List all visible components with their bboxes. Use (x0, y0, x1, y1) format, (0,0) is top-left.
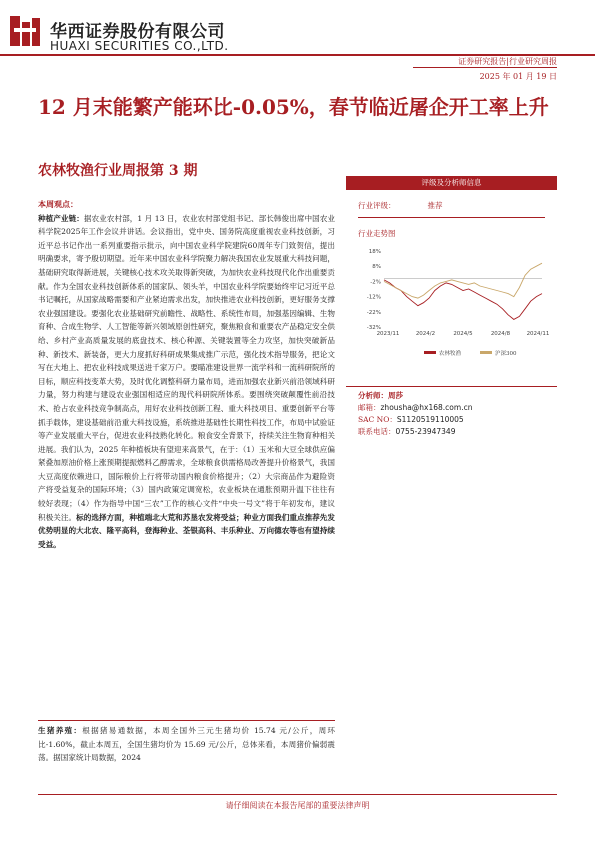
analyst-name-row (358, 390, 557, 402)
rating-label: 行业评级： (358, 201, 396, 210)
report-type: 证券研究报告|行业研究周报 (458, 57, 557, 66)
y-tick-label: -12% (366, 294, 381, 301)
side-panel (346, 176, 557, 363)
side-panel-title: 评级及分析师信息 (346, 176, 557, 190)
x-tick-label: 2024/8 (490, 331, 511, 337)
email-value[interactable]: zhousha@hx168.com.cn (380, 403, 473, 412)
legend-label: 农林牧渔 (439, 351, 462, 357)
x-tick-label: 2024/5 (453, 331, 473, 337)
phone-value: 0755-23947349 (395, 427, 456, 436)
x-tick-label: 2024/11 (526, 331, 550, 337)
sac-value: S1120519110005 (396, 415, 464, 424)
series-line (384, 263, 542, 298)
x-tick-label: 2023/11 (376, 331, 400, 337)
legend-label: 沪深300 (495, 351, 517, 357)
email-row (358, 402, 557, 414)
phone-row (358, 426, 557, 438)
legend-swatch (424, 351, 436, 354)
analyst-label: 分析师： (358, 391, 388, 400)
seed-label: 种植产业链： (38, 213, 84, 223)
analyst-name: 周莎 (388, 391, 403, 400)
footer-divider (38, 794, 557, 795)
seed-paragraph (38, 212, 335, 552)
y-tick-label: -22% (366, 309, 381, 316)
trend-title: 行业走势图 (358, 229, 396, 238)
y-tick-label: -32% (366, 325, 381, 331)
x-tick-label: 2024/2 (415, 331, 436, 337)
date-divider (413, 67, 557, 68)
y-tick-label: 18% (368, 249, 381, 255)
email-label: 邮箱： (358, 403, 381, 412)
y-tick-label: 8% (372, 264, 381, 271)
main-content (38, 198, 335, 551)
report-date: 2025 年 01 月 19 日 (479, 72, 557, 81)
section-title: 本周观点： (38, 199, 78, 209)
analyst-box (346, 386, 557, 438)
analyst-divider (346, 386, 557, 387)
pig-paragraph (38, 724, 335, 765)
seed-recommendation: 标的选择方面，种植端北大荒和苏垦农发将受益；种业方面我们重点推荐先发优势明显的大北农、隆平高科，登海种业、荃银高科、丰乐种业、万向德农等也有望持续受益。 (38, 512, 336, 549)
y-tick-label: -2% (370, 279, 381, 286)
pig-label: 生猪养殖： (38, 726, 83, 735)
rating-value: 推荐 (427, 201, 443, 210)
legal-disclaimer: 请仔细阅读在本报告尾部的重要法律声明 (225, 801, 370, 810)
company-name-cn: 华西证券股份有限公司 (50, 22, 225, 42)
seed-text: 据农业农村部，1 月 13 日，农业农村部党组书记、部长韩俊出席中国农业科学院2025年工作会议并讲话。会议指出，党中央、国务院高度重视农业科技创新，习近平总书记作出一系列重要指示批示，向中国农业科学院建院60周年专门致贺信，提出明确要求，寄予殷切期望。近年来中国农业科学院聚力解决我国农业发展重大科技问题，基础研究取得新进展，关键核心技术攻关取得新突破，为加快农业科技现代化作出重要贡献。作为全国农业科技创新体系的国家队、领头羊，中国农业科学院要始终牢记习近平总书记嘱托，从国家战略需要和产业紧迫需求出发，加快推进农业科技创新，更好服务支撑农业强国建设。要强化农业基础研究前瞻性、战略性、系统性布局，加强基因编辑、生物育种、合成生物学、人工智能等新兴领域原创性研究，聚焦粮食和重要农产品稳定安全供给、乡村产业高质量发展的底盘技术、核心种源、关键装置等全力攻坚，加快突破新品种、新技术、新装备，更大力度抓好科研成果集成推广示范，强化技术指导服务，把论文写在大地上、把农业科技成果送进千家万户。要瞄准建设世界一流学科和一流科研院所的目标，顺应科技变革大势，及时优化调整科研力量布局，进而加强农业新兴前沿领域科研力量，努力构建与建设农业强国相适应的现代科研院所体系。要围绕突破颠覆性前沿技术、抢占农业科技竞争制高点，用好农业科技创新工程、重大科技项目、重要创新平台等抓手载体，建设基础前沿重大科技设施，系统推进基础性长期性科技工作，布局中试验证等产业发展重大平台，促进农业科技熟化转化。粮食安全背景下，持续关注生物育种相关进展。我们认为，2025 年种植板块有望迎来高景气，在于：（1）玉米和大豆全球供应偏紧叠加原油价格上涨预期提振燃料乙醇需求，全球粮食供需格局改善提升价格景气，我国大豆高度依赖进口，国际粮价上行将带动国内粮食价格提升；（2）大宗商品作为避险资产将受益复杂的国际环境；（3）国内政策定调宽松，农业板块在通胀预期升温下往往有较好表现；（4）作为指导中国“三农”工作的核心文件“中央一号文”将于年初发布，建议积极关注。 (38, 213, 336, 522)
huaxi-logo-icon (8, 14, 42, 48)
report-title: 12 月末能繁产能环比-0.05%，春节临近屠企开工率上升 (38, 95, 549, 119)
company-name-en: HUAXI SECURITIES CO.,LTD. (50, 39, 229, 53)
rating-row (358, 200, 557, 211)
series-line (384, 280, 542, 320)
phone-label: 联系电话： (358, 427, 396, 436)
pig-text: 根据猪易通数据，本周全国外三元生猪均价 15.74 元/公斤，周环比-1.60%，截止本周五，全国生猪均价为 15.69 元/公斤，总体来看，本周猪价偏弱震荡。据国家统计局数据，2024 (38, 726, 336, 763)
legend-swatch (480, 351, 492, 354)
rating-divider (358, 217, 545, 218)
trend-chart (358, 245, 550, 363)
section-divider (38, 720, 335, 721)
sac-row (358, 414, 557, 426)
sac-label: SAC NO： (358, 415, 397, 424)
report-subtitle: 农林牧渔行业周报第 3 期 (38, 163, 198, 179)
